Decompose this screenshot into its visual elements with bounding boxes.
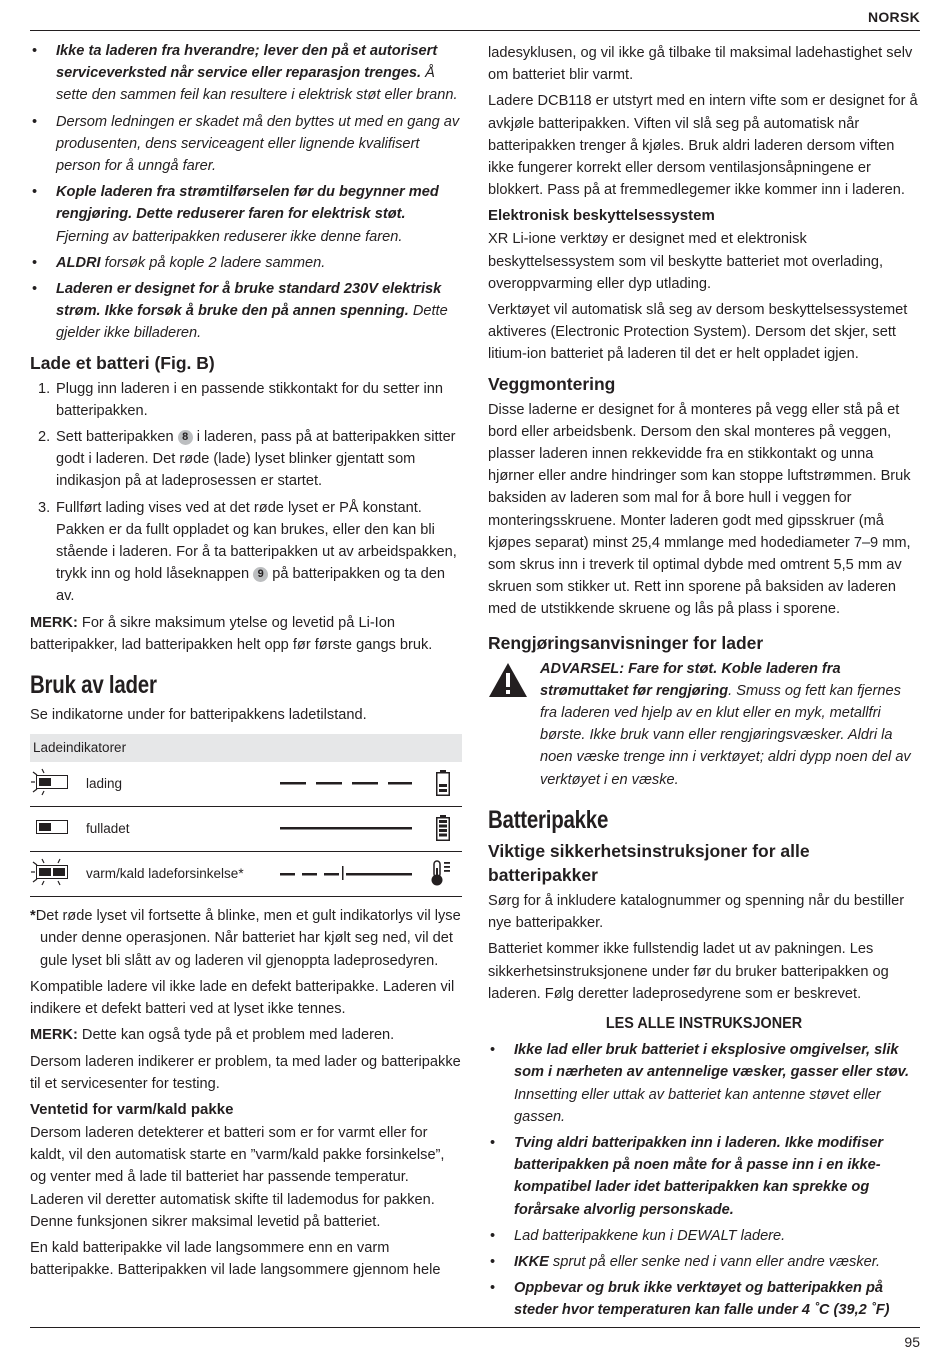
dersom-paragraph: Dersom laderen indikerer er problem, ta med lader og batteripakke til et servicesenter for testing.: [30, 1053, 461, 1092]
ventetid-paragraph-1: Dersom laderen detekterer et batteri som er for varmt eller for kaldt, vil den automatisk starte en ”varm/kald pakke forsinkelse”, og venter med å lade til batteriet har passende temperatur. Laderen vil deretter automatisk skifte til lademodus for pakken. Denne funksjonen sikrer maksimal levetid på batteriet.: [30, 1124, 445, 1230]
led-indicator: [36, 865, 68, 879]
step-number: 2.: [38, 429, 51, 446]
list-item: [488, 1132, 920, 1221]
page-number: 95: [904, 1334, 920, 1350]
led-red: [39, 778, 51, 786]
list-item: [30, 40, 462, 107]
merk-note-2: [30, 1024, 462, 1046]
vifte-paragraph: Ladere DCB118 er utstyrt med en intern vifte som er designet for å avkjøle batteripakken. Viften vil slå seg på automatisk når batteripakken trenger å kjøles. Bruk aldri laderen dersom viften ikke fungerer korrekt eller dersom ventilasjonsåpningene er blokkert. Pass på at fremmedlegemer ikke kommer inn i laderen.: [488, 93, 918, 199]
merk-note-1: [30, 612, 462, 656]
led-indicator: [36, 820, 68, 834]
part-number-badge: 9: [253, 567, 268, 582]
merk-text: For å sikre maksimum ytelse og levetid på Li-Ion batteripakker, lad batteripakken helt opp før første gangs bruk.: [30, 614, 433, 653]
bullet-bold: Laderen er designet for å bruke standard 230V elektrisk strøm. Ikke forsøk å bruke den på annen spenning.: [56, 281, 442, 320]
bullet-text: Dette gjelder ikke billaderen.: [56, 303, 448, 342]
table-row: [30, 762, 462, 807]
ventetid-paragraph-2: En kald batteripakke vil lade langsommere enn en varm batteripakke. Batteripakken vil lade langsommere gjennom hele: [30, 1239, 441, 1279]
bullet-dot: •: [490, 1280, 496, 1297]
ventetid-heading: Ventetid for varm/kald pakke: [30, 1100, 234, 1118]
bullet-text: Dersom ledningen er skadet må den byttes ut med en gang av produsenten, dens serviceagent eller lignende kvalifisert person for å unngå farer.: [56, 113, 460, 175]
list-item: [30, 426, 462, 493]
blink-pattern-icon: [280, 782, 412, 785]
led-yellow: [53, 868, 65, 876]
language-label: NORSK: [867, 9, 920, 25]
led-indicator: [36, 775, 68, 789]
bruk-intro: Se indikatorne under for batteripakkens ladetilstand.: [30, 707, 367, 724]
bullet-dot: •: [32, 184, 38, 201]
step-text-cont: på batteripakken og ta den av.: [56, 566, 446, 605]
step-text: Sett batteripakken: [56, 429, 178, 446]
battery-full-icon: [436, 815, 450, 841]
batteripakke-heading: Batteripakke: [488, 805, 609, 834]
bruk-heading: Bruk av lader: [30, 671, 157, 700]
warning-text: [540, 658, 920, 791]
list-item: [30, 497, 462, 608]
warning-bold: ADVARSEL: Fare for støt. Koble laderen fra strømuttaket før rengjøring: [540, 660, 841, 699]
merk-text: Dette kan også tyde på et problem med laderen.: [77, 1027, 395, 1044]
bullet-text: Innsetting eller uttak av batteriet kan antenne støvet eller gassen.: [514, 1086, 881, 1125]
list-item: [30, 181, 462, 248]
bullet-dot: •: [490, 1042, 496, 1059]
veggmontering-paragraph: Disse laderne er designet for å monteres på vegg eller stå på et bord eller arbeidsbenk. Dersom den skal monteres på veggen, plasser laderen innen rekkevidde fra en stikkontakt og unna hjørner eller andre hindringer som kan stoppe luftstrømmen. Bruk baksiden av laderen som mal for å bore hull i veggen for monteringsskruene. Monter laderen godt med gipsskruer (må kjøpes separat) minst 25,4 mmlange med hodediameter 7–9 mm, som skrus inn i treverk til optimal dybde med omtrent 5,5 mm av skruen som stikker ut. Rett inn sporene på baksiden av laderen med de utstikkende skruene og lås på plass i sporene.: [488, 401, 911, 618]
bullet-text: forsøk på kople 2 ladere sammen.: [100, 254, 326, 271]
right-column: [488, 42, 920, 1326]
bullet-text: Å sette den sammen feil kan resultere i elektrisk støt eller brann.: [56, 65, 458, 104]
list-item: [488, 1225, 920, 1247]
veggmontering-heading: Veggmontering: [488, 373, 616, 394]
bullet-text: Fjerning av batteripakken reduserer ikke denne faren.: [56, 228, 403, 245]
bullet-dot: •: [32, 113, 38, 130]
indicator-label: varm/kald ladeforsinkelse*: [86, 866, 244, 882]
part-number-badge: 8: [178, 430, 193, 445]
bullet-bold: ALDRI: [56, 254, 101, 271]
elektronisk-paragraph-2: Verktøyet vil automatisk slå seg av dersom beskyttelsessystemet aktiveres (Electronic Protection System). Dersom det skjer, sett litium-ion batteriet på laderen til det er helt oppladet igjen.: [488, 302, 908, 363]
bullet-dot: •: [490, 1253, 496, 1270]
list-item: [30, 378, 462, 422]
list-item: [488, 1251, 920, 1273]
elektronisk-paragraph-1: XR Li-ione verktøy er designet med et elektronisk beskyttelsessystem som vil beskytte batteriet mot overlading, overoppvarming eller dyp utlading.: [488, 231, 884, 292]
led-red: [39, 823, 51, 831]
battery-charging-icon: [436, 770, 450, 796]
kompatible-paragraph: Kompatible ladere vil ikke lade en defekt batteripakke. Laderen vil indikere et defekt batteri ved at lyset ikke tennes.: [30, 978, 455, 1018]
table-note: [30, 905, 462, 972]
indicator-table: [30, 734, 462, 897]
step-text-cont: i laderen, pass på at batteripakken sitter godt i laderen. Det røde (lade) lyset blinker gjentatt som indikasjon på at ladeprosessen er startet.: [56, 429, 456, 490]
elektronisk-heading: Elektronisk beskyttelsessystem: [488, 207, 715, 225]
note-text: Det røde lyset vil fortsette å blinke, men et gult indikatorlys vil lyse under denne operasjonen. Når batteriet har kjølt seg ned, vil det gule lyset bli slått av og laderen vil gjenoppta ladeprosedyren.: [35, 908, 461, 969]
merk-label: MERK:: [30, 614, 78, 631]
warning-block: [488, 658, 920, 791]
bullet-bold: Oppbevar og bruk ikke verktøyet og batteripakken på steder hvor temperaturen kan falle under 4 ˚C (39,2 ˚F): [514, 1280, 890, 1319]
bullet-bold: Ikke ta laderen fra hverandre; lever den på et autorisert serviceverksted når service eller reparasjon trenges.: [56, 43, 438, 82]
bullet-text: sprut på eller senke ned i vann eller andre væsker.: [548, 1253, 881, 1270]
bullet-text: Lad batteripakkene kun i DEWALT ladere.: [514, 1227, 786, 1244]
list-item: [488, 1277, 920, 1321]
bullet-dot: •: [490, 1227, 496, 1244]
step-number: 3.: [38, 499, 51, 516]
page-header: [30, 0, 920, 31]
viktige-paragraph-1: Sørg for å inkludere katalognummer og spenning når du bestiller nye batteripakker.: [488, 892, 905, 932]
note-star: *: [30, 908, 36, 925]
list-item: [30, 252, 462, 274]
les-heading: LES ALLE INSTRUKSJONER: [605, 1014, 803, 1032]
lade-steps: [30, 378, 462, 608]
bullet-dot: •: [32, 281, 38, 298]
left-column: [30, 40, 462, 1285]
step-text: Fullført lading vises ved at det røde lyset er PÅ konstant. Pakken er da fullt oppladet og kan brukes, eller den kan bli stående i laderen. For å ta batteripakken ut av arbeidspakken, trykk inn og hold låseknappen: [56, 499, 457, 583]
bullet-bold: Tving aldri batteripakken inn i laderen. Ikke modifiser batteripakken på noen måte for å passe inn i en ikke-kompatibel lader idet batteripakken kan sprekke og forårsake alvorlig personskade.: [514, 1134, 884, 1218]
lade-heading: Lade et batteri (Fig. B): [30, 352, 215, 373]
delay-pattern-icon: [280, 866, 412, 880]
thermometer-icon: [430, 859, 452, 887]
bullet-dot: •: [32, 254, 38, 271]
merk-label: MERK:: [30, 1027, 78, 1044]
bullet-dot: •: [490, 1134, 496, 1151]
led-red: [39, 868, 51, 876]
left-bullet-list: [30, 40, 462, 345]
list-item: [488, 1039, 920, 1128]
warning-body: . Smuss og fett kan fjernes fra laderen ved hjelp av en klut eller en myk, metallfri børste. Ikke bruk vann eller rengjøringsvæsker. Aldri la noen væske trenge inn i verktøyet; aldri dypp noen del av verktøyet i en væske.: [540, 682, 911, 788]
step-text: Plugg inn laderen i en passende stikkontakt for du setter inn batteripakken.: [56, 380, 443, 419]
viktige-paragraph-2: Batteriet kommer ikke fullstendig ladet ut av pakningen. Les sikkerhetsinstruksjonene under før du bruker batteripakken og laderen. Følg deretter ladeprosedyrene som er beskrevet.: [488, 941, 889, 1002]
warning-triangle-icon: [488, 662, 528, 698]
bullet-bold: IKKE: [514, 1253, 549, 1270]
bullet-dot: •: [32, 43, 38, 59]
table-row: [30, 807, 462, 852]
indicator-label: fulladet: [86, 821, 130, 837]
table-row: [30, 852, 462, 897]
list-item: [30, 111, 462, 178]
solid-pattern-icon: [280, 827, 412, 830]
bullet-bold: Kople laderen fra strømtilførselen før du begynner med rengjøring. Dette reduserer faren for elektrisk støt.: [56, 184, 439, 223]
list-item: [30, 278, 462, 345]
right-bullet-list: [488, 1039, 920, 1321]
indicator-label: lading: [86, 776, 123, 792]
step-number: 1.: [38, 380, 51, 397]
rengjoring-heading: Rengjøringsanvisninger for lader: [488, 632, 764, 653]
viktige-heading: Viktige sikkerhetsinstruksjoner for alle batteripakker: [488, 840, 810, 885]
ladesyklus-paragraph: ladesyklusen, og vil ikke gå tilbake til maksimal ladehastighet selv om batteriet blir varmt.: [488, 45, 913, 84]
bullet-bold: Ikke lad eller bruk batteriet i eksplosive omgivelser, slik som i nærheten av antennelige væsker, gasser eller støv.: [514, 1042, 910, 1081]
indicator-table-header: Ladeindikatorer: [30, 734, 462, 762]
page-footer: [30, 1327, 920, 1350]
